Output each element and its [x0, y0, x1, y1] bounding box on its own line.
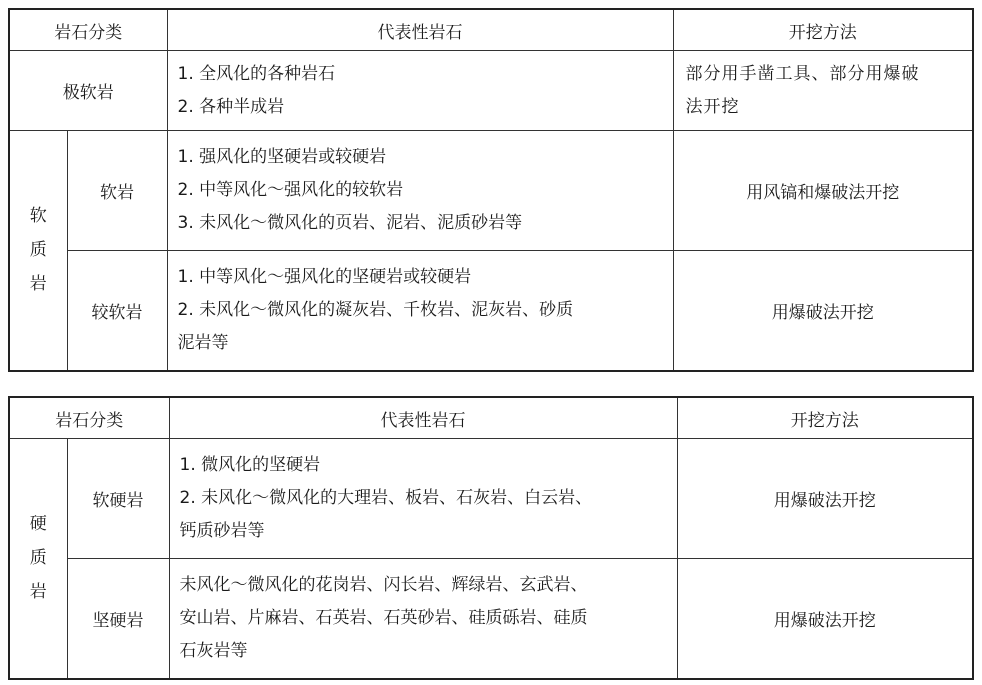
rock-item: 2. 未风化～微风化的凝灰岩、千枚岩、泥灰岩、砂质 [177, 299, 574, 320]
rock-item: 3. 未风化～微风化的页岩、泥岩、泥质砂岩等 [177, 213, 523, 233]
header-representative-rocks: 代表性岩石 [169, 397, 677, 439]
rock-item: 泥岩等 [177, 332, 229, 353]
table-row-fairly-soft-rock [9, 251, 973, 371]
rock-item: 2. 未风化～微风化的大理岩、板岩、石灰岩、白云岩、 [179, 488, 593, 508]
header-rock-class: 岩石分类 [9, 9, 167, 51]
table-2 [8, 396, 974, 680]
excavation-method-cell: 用爆破法开挖 [677, 439, 973, 559]
table-2-header-row [9, 397, 973, 439]
rock-item: 2. 中等风化～强风化的较软岩 [177, 180, 404, 200]
rock-group-hard [9, 439, 67, 679]
rock-item: 1. 中等风化～强风化的坚硬岩或较硬岩 [177, 266, 472, 287]
rock-classification-table-1 [8, 8, 974, 372]
table-1-header-row [9, 9, 973, 51]
rock-item: 石灰岩等 [179, 640, 248, 661]
table-1 [8, 8, 974, 372]
table-row-hard-rock [9, 559, 973, 679]
excavation-method-cell: 用爆破法开挖 [673, 251, 973, 371]
table-row-soft-hard-rock [9, 439, 973, 559]
header-representative-rocks: 代表性岩石 [167, 9, 673, 51]
rock-group-soft [9, 131, 67, 371]
representative-rocks-cell [167, 131, 673, 251]
rock-subclass-soft-hard: 软硬岩 [67, 439, 169, 559]
rock-item: 钙质砂岩等 [179, 521, 265, 541]
group-char: 岩 [29, 582, 47, 603]
rock-item: 1. 微风化的坚硬岩 [179, 455, 321, 475]
representative-rocks-cell [167, 51, 673, 131]
table-row-extremely-soft [9, 51, 973, 131]
header-rock-class: 岩石分类 [9, 397, 169, 439]
rock-item: 1. 强风化的坚硬岩或较硬岩 [177, 147, 387, 167]
header-excavation-method: 开挖方法 [673, 9, 973, 51]
method-line: 法开挖 [685, 96, 740, 117]
representative-rocks-cell [167, 251, 673, 371]
group-char: 岩 [29, 274, 47, 295]
rock-item: 未风化～微风化的花岗岩、闪长岩、辉绿岩、玄武岩、 [179, 574, 588, 595]
representative-rocks-cell [169, 439, 677, 559]
rock-item: 2. 各种半成岩 [177, 96, 285, 117]
table-row-soft-rock [9, 131, 973, 251]
representative-rocks-cell [169, 559, 677, 679]
excavation-method-cell: 用风镐和爆破法开挖 [673, 131, 973, 251]
excavation-method-cell: 用爆破法开挖 [677, 559, 973, 679]
rock-subclass-soft: 软岩 [67, 131, 167, 251]
rock-subclass-fairly-soft: 较软岩 [67, 251, 167, 371]
rock-classification-table-2 [8, 396, 974, 680]
group-char: 软 [29, 206, 47, 227]
group-char: 质 [29, 240, 47, 261]
group-char: 硬 [29, 514, 47, 535]
rock-item: 安山岩、片麻岩、石英岩、石英砂岩、硅质砾岩、硅质 [179, 607, 588, 628]
method-line: 部分用手凿工具、部分用爆破 [685, 63, 920, 84]
excavation-method-cell [673, 51, 973, 131]
rock-item: 1. 全风化的各种岩石 [177, 63, 336, 84]
rock-subclass-hard: 坚硬岩 [67, 559, 169, 679]
header-excavation-method: 开挖方法 [677, 397, 973, 439]
group-char: 质 [29, 548, 47, 569]
rock-class-extremely-soft: 极软岩 [9, 51, 167, 131]
